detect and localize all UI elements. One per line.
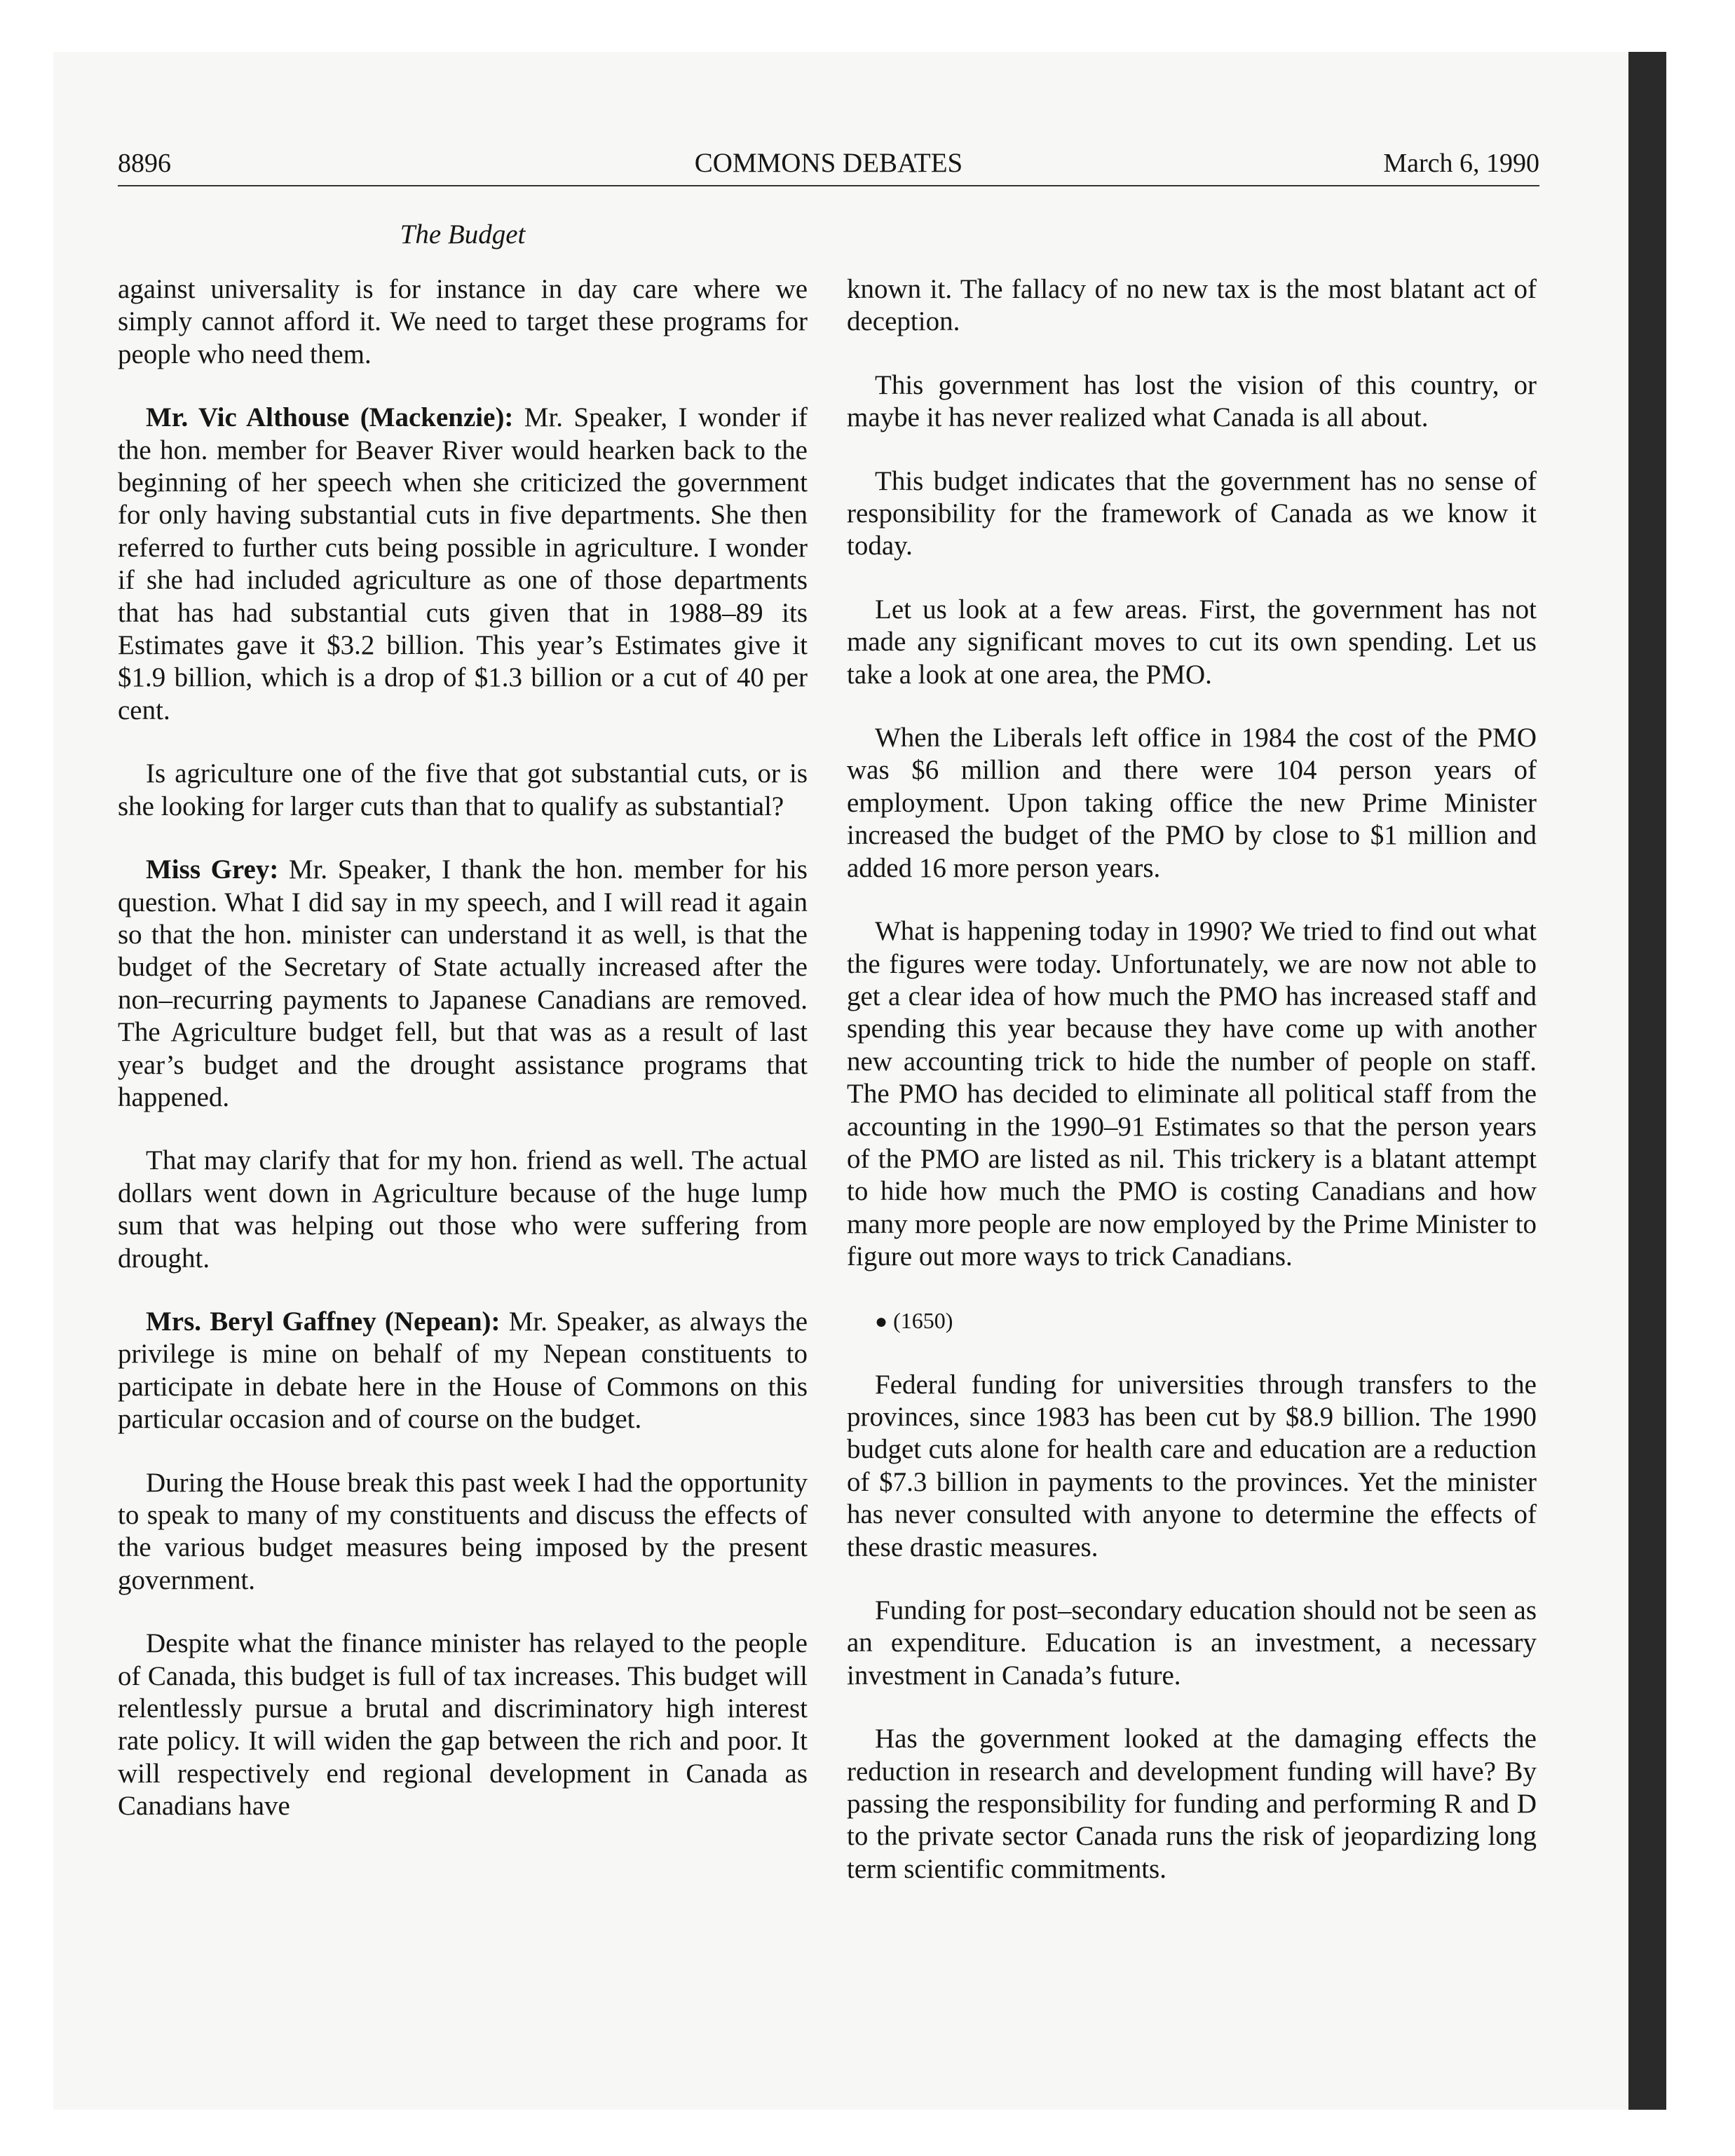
section-title: The Budget [400, 219, 526, 250]
paragraph: This government has lost the vision of this country, or maybe it has never realized what Canada is all about. [847, 369, 1537, 433]
paragraph: Let us look at a few areas. First, the government has not made any significant moves to cut its own spending. Let us take a look at one area, the PMO. [847, 594, 1537, 690]
speech-text: Mr. Speaker, I wonder if the hon. member for Beaver River would hearken back to the beginning of her speech when she criticized the government for only having substantial cuts in five departments. She then referred to further cuts being possible in agriculture. I wonder if she had included agriculture as one of those departments that has had substantial cuts given that in 1988–89 its Estimates gave it $3.2 billion. This year’s Estimates give it $1.9 billion, which is a drop of $1.3 billion or a cut of 40 per cent. [118, 402, 808, 725]
speech-paragraph [118, 854, 808, 1114]
page-date: March 6, 1990 [1383, 149, 1539, 178]
speech-paragraph [118, 1306, 808, 1436]
speech-text: Mr. Speaker, I thank the hon. member for his question. What I did say in my speech, and I will read it again so that the hon. minister can understand it as well, is that the budget of the Secretary of State actually increased after the non–recurring payments to Japanese Canadians are removed. The Agriculture budget fell, but that was as a result of last year’s budget and the drought assistance programs that happened. [118, 854, 808, 1112]
paragraph: When the Liberals left office in 1984 the cost of the PMO was $6 million and there were 104 person years of employment. Upon taking office the new Prime Minister increased the budget of the PMO by close to $1 million and added 16 more person years. [847, 723, 1537, 883]
paragraph: What is happening today in 1990? We tried to find out what the figures were today. Unfortunately, we are now not able to get a clear idea of how much the PMO has increased staff and spending this year because they have come up with another new accounting trick to hide the number of people on staff. The PMO has decided to eliminate all political staff from the accounting in the 1990–91 Estimates so that the person years of the PMO are listed as nil. This trickery is a blatant attempt to hide how much the PMO is costing Canadians and how many more people are now employed by the Prime Minister to figure out more ways to trick Canadians. [847, 916, 1537, 1272]
page-number: 8896 [118, 149, 171, 178]
paragraph: Funding for post–secondary education should not be seen as an expenditure. Education is an investment, a necessary investment in Canada’s future. [847, 1595, 1537, 1691]
time-marker-text: (1650) [893, 1307, 953, 1333]
speech-text: Mr. Speaker, as always the privilege is mine on behalf of my Nepean constituents to participate in debate here in the House of Commons on this particular occasion and of course on the budget. [118, 1306, 808, 1435]
speaker-name: Miss Grey: [146, 854, 279, 885]
paragraph: known it. The fallacy of no new tax is the most blatant act of deception. [847, 274, 1537, 337]
left-column [118, 273, 808, 1854]
header-rule [118, 185, 1539, 186]
paragraph: Is agriculture one of the five that got substantial cuts, or is she looking for larger cuts than that to qualify as substantial? [118, 758, 808, 821]
paragraph: Has the government looked at the damaging effects the reduction in research and development funding will have? By passing the responsibility for funding and performing R and D to the private sector Canada runs the risk of jeopardizing long term scientific commitments. [847, 1724, 1537, 1884]
paragraph: That may clarify that for my hon. friend as well. The actual dollars went down in Agriculture because of the huge lump sum that was helping out those who were suffering from drought. [118, 1145, 808, 1274]
running-head [118, 142, 1539, 185]
publication-title: COMMONS DEBATES [694, 148, 963, 178]
paragraph: against universality is for instance in day care where we simply cannot afford it. We need to target these programs for people who need them. [118, 274, 808, 369]
paragraph: During the House break this past week I had the opportunity to speak to many of my constituents and discuss the effects of the various budget measures being imposed by the present government. [118, 1467, 808, 1595]
scan-edge-shadow [1628, 52, 1666, 2110]
bullet-icon: ● [875, 1309, 888, 1333]
paragraph: This budget indicates that the government has no sense of responsibility for the framework of Canada as we know it today. [847, 465, 1537, 561]
right-column [847, 273, 1537, 1916]
paragraph: Despite what the finance minister has relayed to the people of Canada, this budget is full of tax increases. This budget will relentlessly pursue a brutal and discriminatory high interest rate policy. It will widen the gap between the rich and poor. It will respectively end regional development in Canada as Canadians have [118, 1628, 808, 1822]
speech-paragraph [118, 402, 808, 727]
paragraph: Federal funding for universities through transfers to the provinces, since 1983 has been cut by $8.9 billion. The 1990 budget cuts alone for health care and education are a reduction of $7.3 billion in payments to the provinces. Yet the minister has never consulted with anyone to determine the effects of these drastic measures. [847, 1369, 1537, 1562]
speaker-name: Mr. Vic Althouse (Mackenzie): [146, 402, 514, 433]
speaker-name: Mrs. Beryl Gaffney (Nepean): [146, 1306, 501, 1337]
time-marker [847, 1304, 1537, 1338]
